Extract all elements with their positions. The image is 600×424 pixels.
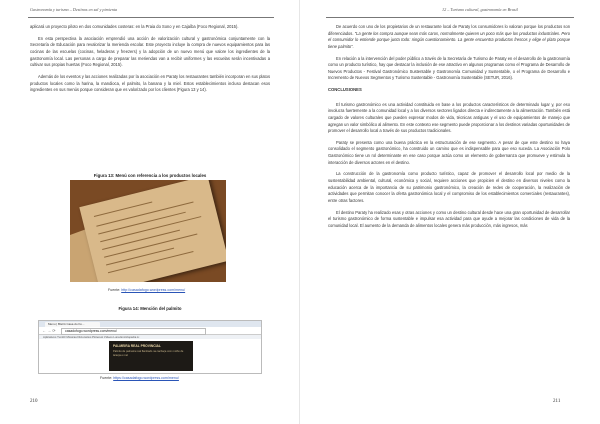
left-page-number: 210 (30, 399, 38, 404)
left-body-text (30, 24, 270, 99)
right-paragraph-1-text: De acuerdo con uno de los propietarios de un restaurante local de Paraty los consumidores lo valoran porque los productos son diferenciados. (328, 24, 570, 36)
left-header-rule (28, 17, 274, 18)
figure-13-source-label: Fuente: (108, 288, 121, 292)
browser-address-bar: casadofogo.wordpress.com/menu/ (61, 328, 206, 335)
right-page-number: 211 (553, 399, 561, 404)
conclusion-paragraph-3: La construcción de la gastronomía como producto turístico, capaz de promover el desarrollo local por medio de la sustentabilidad ambiental, cultural, económica y social, requiere acciones que propicien el destino en diversos niveles como la educación acerca de la importancia de su patrimonio gastronómico, la creación de redes de cooperación, la realización de actividades que permitan conocer la oferta gastronómica local y el compromiso de los establecimientos comerciales (restaurantes), entre otras factores. (328, 171, 570, 203)
right-paragraph-2: En relación a la intervención del poder público a través de la Secretaría de Turismo de Paraty en el desarrollo de la gastronomía como un producto turístico, hay que destacar la inclusión de ese atractivo en algunos programas como el Programa de Desarrollo de Nuevos Productos - Festival Gastronómico Sustentable y Gastronomía Comunidad y Sustentable, o el Programa de Desarrollo e Incremento de Nuevos Segmentos y Turismo Sustentable - Gastronomía Sustentable (SETUR, 2016). (328, 55, 570, 81)
conclusion-paragraph-4: El destino Paraty ha realizado esas y otras acciones y como un destino cultural desde hace una gran oportunidad de desarrollar el turismo gastronómico de forma sustentable e impulsar esa actividad para que ayude a mejorar las condiciones de vida de la comunidad local. El aumento de la demanda de alimentos locales genera más producción, más ingresos, más (328, 209, 570, 228)
right-running-header: 12 – Turismo cultural, gastronomía en Brasil (442, 7, 518, 12)
figure-14-source-label: Fuente: (100, 376, 113, 380)
left-paragraph-2: En esta perspectiva la asociación emprendió una acción de valorización cultural y gastronómica conjuntamente con la Secretaría de Educación para revalorizar la merienda escolar. Este proyecto incluye la compra de nuevos equipamientos para las cocinas de las escuelas (cocinas, heladeras y freezers) y la adopción de un nuevo menú que valore los ingredientes de la gastronomía local. Las personas a cargo de preparar las meriendas van a recibir uniformes y las escuelas serán incentivadas a cultivar sus propias huertas (Foco Regional, 2015). (30, 35, 270, 68)
browser-nav-arrows-icon: ← → ⟳ (42, 328, 56, 333)
banner-title: PALMEIRA REAL PROVINCIAL (113, 344, 161, 348)
figure-13-menu-photo (70, 180, 226, 282)
conclusions-heading: CONCLUSIONES (328, 87, 362, 93)
left-paragraph-1: aplicará un proyecto piloto en dos comunidades costeras: en la Praia do Sono y en Cajaíba (Foco Regional, 2015). (30, 24, 239, 29)
figure-14-source-link[interactable]: https://casadafogo.wordpress.com/menu/ (113, 376, 179, 380)
palmito-menu-banner (109, 341, 193, 371)
figure-13-source (108, 288, 185, 292)
banner-text: Palmito de palmeira real flambado na cachaça com molho de laranja e mel (113, 350, 184, 357)
figure-13-source-link[interactable]: http://casadafogo.wordpress.com/menu/ (121, 288, 186, 292)
browser-tab: Menu | Bistrô Casa do Fo... (45, 322, 100, 327)
left-paragraph-3: Además de los eventos y las acciones realizadas por la asociación en Paraty los restaurantes también incorporan en sus platos productos locales como la harina, la mandioca, el palmito, la banana y la miel. Estos establecimientos incluso destacan esos ingredientes en sus menús porque consideran que es valorizado por los clientes (Figura 13 y 14). (30, 73, 270, 93)
right-body-text (328, 24, 570, 235)
figure-13-title: Figura 13: Menú con referencia a los productos locales (93, 173, 207, 178)
conclusion-paragraph-1: El turismo gastronómico es una actividad constituida en base a los productos característicos de determinado lugar y, por eso involucra fuertemente a la comunidad local y a los diversos sectores ligados directa e indirectamente a la alimentación. También está cargado de valores culturales que pueden expresar modos de vida, técnicas antiguas y el uso de equipamientos de manejo que agregan un valor simbólico al alimento. En este contexto ese segmento puede proporcionar a los destinos variadas oportunidades de promover el desarrollo local a través de sus productos tradicionales. (328, 101, 570, 134)
owner-quote: "La gente los compra aunque sean más caros, normalmente quieren un poco más que los productos industriales. Pero el consumidor lo entiende porque junta todo: ningún cuestionamiento. La gente encuentra productos frescos y elige el plato porque tiene palmito". (328, 30, 570, 49)
conclusion-paragraph-2: Paraty se presenta como una buena práctica en la estructuración de ese segmento. A pesar de que este destino no haya consolidado el segmento gastronómico, ha construido un camino que es indispensable para que eso suceda. La Asociación Polo Gastronómico tiene un rol determinante en ese caso porque actúa como un elemento de gobernanza que promueve y estimula la interacción de diversos actores en el destino. (328, 139, 570, 165)
figure-14-source (100, 376, 179, 380)
right-header-rule (326, 17, 574, 18)
left-running-header: Gastronomía y turismo – Destinos en sal y pimienta (30, 7, 118, 12)
figure-14-browser-screenshot (38, 320, 262, 374)
figure-14-title: Figura 14: Mención del palmito (118, 306, 182, 311)
browser-bookmarks-bar: Aplicativos Tumblr Músicas Dicionários Pinterest Vídeos Luna Enciclopédia Li (39, 335, 261, 340)
right-paragraph-1 (328, 24, 570, 50)
right-page (300, 0, 600, 424)
